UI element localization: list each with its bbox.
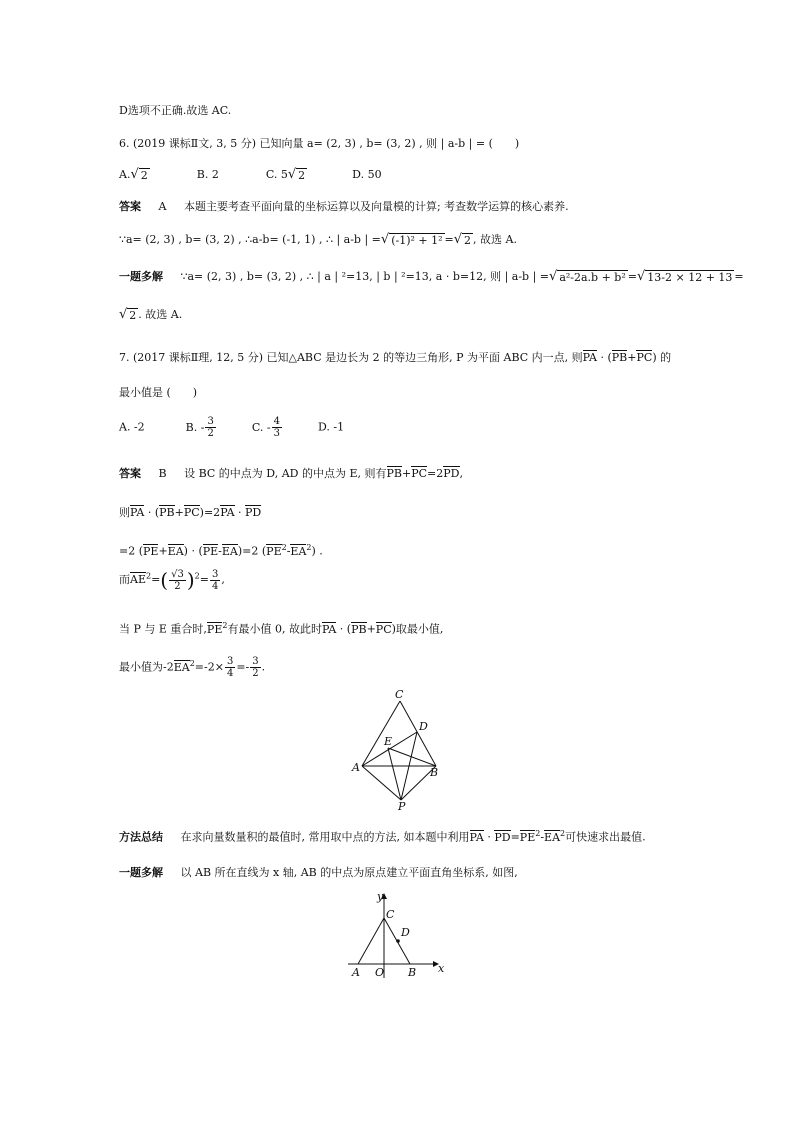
q7-multi-solution: 一题多解 以 AB 所在直线为 x 轴, AB 的中点为原点建立平面直角坐标系, 如图, (119, 866, 518, 879)
edge-ac (358, 918, 384, 964)
label-a: A (352, 966, 360, 979)
q7-solution-5: 当 P 与 E 重合时$,PE^2$有最小值 0, 故此时PA · (PB+PC)取最小值, (119, 621, 444, 636)
triangle-figure (340, 688, 470, 812)
intro-text: D选项不正确.故选 AC. (119, 104, 232, 117)
q6-stem: 6. (2019 课标Ⅱ文, 3, 5 分) 已知向量 a= (2, 3) , b= (3, 2) , 则 | a-b | = ( ) (119, 137, 520, 150)
q6-multi-solution: 一题多解 ∵a= (2, 3) , b= (3, 2) , ∴ | a | ²=13, | b | ²=13, a · b=12, 则 | a-b | = √ a²-2a.b + b² = √ 13-2 × 12 + 13 = (119, 269, 744, 284)
label-c: C (386, 908, 395, 921)
q6-answer (119, 200, 569, 213)
label-d: D (401, 926, 410, 939)
label-b: B (408, 966, 417, 979)
label-y: y (377, 890, 384, 903)
label-a: A (352, 761, 360, 774)
segment-ap (362, 766, 401, 800)
q7-method-summary: 方法总结 在求向量数量积的最值时, 常用取中点的方法, 如本题中利用PA · $PD=PE^2-EA^2$可快速求出最值. (119, 829, 646, 844)
q6-option-c: C. 5 √ 2 (265, 167, 306, 182)
q7-solution-2: 则PA · (PB+PC)=2PA · PD (119, 506, 262, 519)
segment-eb (388, 748, 436, 766)
q6-multi-label: 一题多解 (119, 270, 163, 283)
segment-pe (388, 748, 401, 800)
point-d (396, 939, 400, 943)
q7-solution-3: =2 (PE+EA) · (PE-EA)=2 $(PE^2-EA^2)$ . (119, 543, 323, 558)
q7-answer-label: 答案 (119, 467, 141, 480)
q6-option-b: B. 2 (196, 168, 219, 181)
edge-ac (362, 701, 400, 766)
label-c: C (395, 688, 404, 701)
q6-option-d: D. 50 (352, 168, 382, 181)
q7-option-d: D. -1 (317, 420, 345, 434)
q7-stem-line2: 最小值是 ( ) (119, 386, 198, 399)
q7-solution-1: 答案 B 设 BC 的中点为 D, AD 的中点为 E, 则有PB+PC=2PD, (119, 467, 463, 480)
q6-multi-solution-end: √ 2 . 故选 A. (119, 307, 183, 322)
label-x: x (438, 962, 445, 975)
q6-options (119, 168, 382, 182)
q6-solution-line: ∵a= (2, 3) , b= (3, 2) , ∴a-b= (-1, 1) , ∴ | a-b | = √ (-1)² + 1² = √ 2 , 故选 A. (119, 232, 517, 247)
q7-options (119, 416, 344, 439)
coordinate-figure (340, 888, 456, 980)
label-o: O (375, 966, 385, 979)
q7-option-c: C. - $\frac{4}{3}$ (251, 416, 280, 439)
q7-option-b: B. - $\frac{3}{2}$ (185, 416, 214, 439)
q7-solution-6: 最小值为$-2EA^2=-2\times$ $\frac{3}{4}$ =- $\frac{3}{2}$ . (119, 656, 266, 679)
q7-multi-label: 一题多解 (119, 866, 163, 879)
q7-answer-letter: B (158, 467, 167, 480)
q7-method-label: 方法总结 (119, 830, 163, 844)
q6-answer-note: 本题主要考查平面向量的坐标运算以及向量模的计算; 考查数学运算的核心素养. (183, 200, 569, 213)
label-e: E (384, 735, 393, 748)
q7-stem: 7. (2017 课标Ⅱ理, 12, 5 分) 已知△ABC 是边长为 2 的等边三角形, P 为平面 ABC 内一点, 则PA · (PB+PC) 的 (119, 351, 672, 364)
label-p: P (398, 800, 406, 812)
edge-cb (400, 701, 436, 766)
q7-solution-4: 而$AE^2=$( $\frac{√3}{2}$ )$^2$= $\frac{3}{4}$ , (119, 568, 225, 592)
label-b: B (430, 766, 439, 779)
q6-option-a: A. √ 2 (119, 167, 148, 182)
q7-option-a: A. -2 (119, 420, 145, 434)
q6-answer-label: 答案 (119, 200, 141, 213)
q6-answer-letter: A (158, 200, 167, 213)
label-d: D (419, 720, 428, 733)
